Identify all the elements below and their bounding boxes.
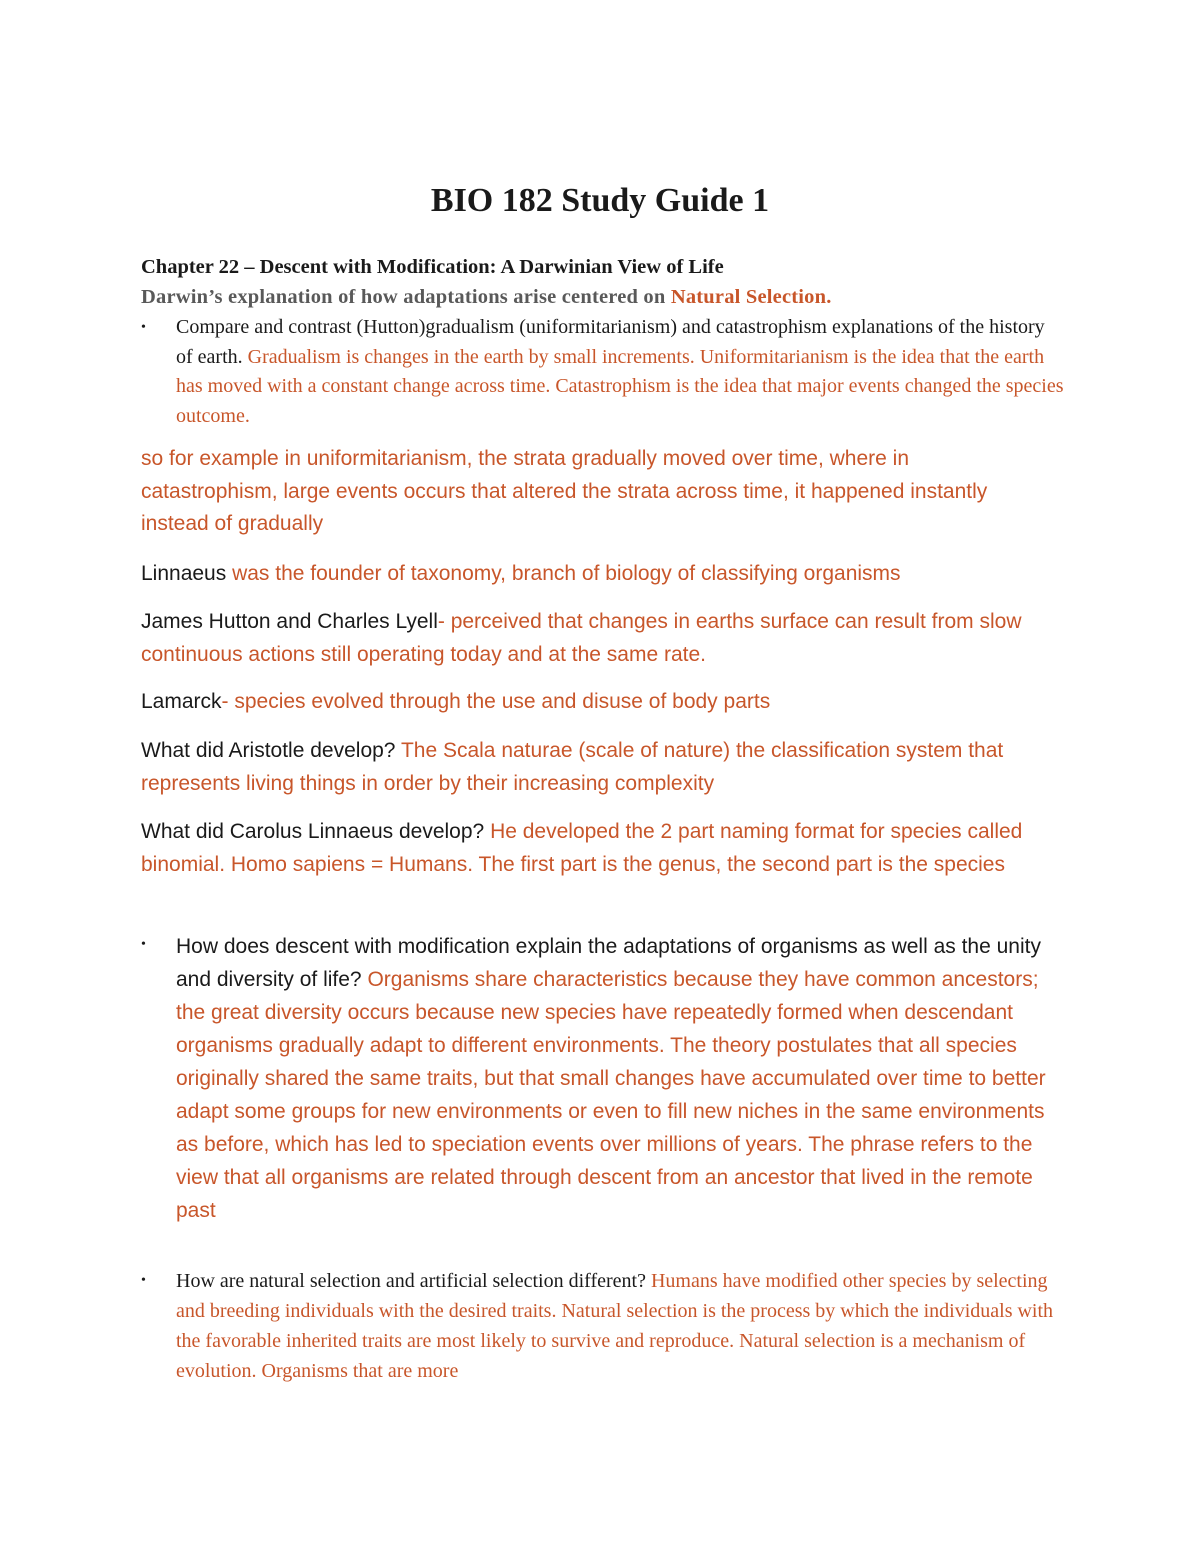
bullet-selection-text <box>176 1266 1066 1386</box>
bullet-descent-answer: Organisms share characteristics because they have common ancestors; the great diversity occurs because new species have repeatedly formed when descendant organisms gradually adapt to different environments. The theory postulates that all species originally shared the same traits, but that small changes have accumulated over time to better adapt some groups for new environments or even to fill new niches in the same environments as before, which has led to speciation events over millions of years. The phrase refers to the view that all organisms are related through descent from an ancestor that lived in the remote past <box>176 968 1046 1222</box>
linnaeus-text: was the founder of taxonomy, branch of biology of classifying organisms <box>226 562 901 585</box>
strata-paragraph: so for example in uniformitarianism, the strata gradually moved over time, where in catastrophism, large events occurs that altered the strata across time, it happened instantly instead of gradually <box>141 447 988 535</box>
carolus-question: What did Carolus Linnaeus develop? <box>141 820 491 843</box>
bullet-selection-question: How are natural selection and artificial selection different? <box>176 1270 651 1292</box>
lamarck-text: - species evolved through the use and disuse of body parts <box>221 690 771 713</box>
bullet-marker: • <box>141 937 146 952</box>
aristotle-paragraph <box>141 735 1051 800</box>
hutton-lyell-text: - perceived that changes in earths surface can result from slow continuous actions still operating today and at the same rate. <box>141 610 1022 666</box>
bullet-gradualism-answer: Gradualism is changes in the earth by small increments. Uniformitarianism is the idea that the earth has moved with a constant change across time. Catastrophism is the idea that major events changed the species outcome. <box>176 345 1064 427</box>
hutton-lyell-paragraph <box>141 606 1051 671</box>
lamarck-paragraph <box>141 686 1051 719</box>
aristotle-answer: The Scala naturae (scale of nature) the classification system that represents living things in order by their increasing complexity <box>141 739 1004 795</box>
bullet-marker: • <box>141 320 146 335</box>
aristotle-question: What did Aristotle develop? <box>141 739 401 762</box>
linnaeus-name: Linnaeus <box>141 562 227 585</box>
chapter-heading: Chapter 22 – Descent with Modification: A Darwinian View of Life <box>141 256 724 278</box>
bullet-gradualism-question: Compare and contrast (Hutton)gradualism (uniformitarianism) and catastrophism explanations of the history of earth. <box>176 316 1045 368</box>
linnaeus-paragraph <box>141 558 1051 591</box>
page-title: BIO 182 Study Guide 1 <box>430 182 770 219</box>
bullet-gradualism-text <box>176 313 1066 431</box>
darwin-intro-text: Darwin’s explanation of how adaptations arise centered on <box>141 286 671 308</box>
darwin-intro <box>141 286 832 309</box>
bullet-marker: • <box>141 1273 146 1288</box>
bullet-descent-question: How does descent with modification explain the adaptations of organisms as well as the unity and diversity of life? <box>176 935 1041 991</box>
carolus-answer: He developed the 2 part naming format for species called binomial. Homo sapiens = Humans. The first part is the genus, the second part is the species <box>141 820 1023 876</box>
darwin-intro-highlight: Natural Selection. <box>670 286 832 308</box>
bullet-selection-answer: Humans have modified other species by selecting and breeding individuals with the desired traits. Natural selection is the process by which the individuals with the favorable inherited traits are most likely to survive and reproduce. Natural selection is a mechanism of evolution. Organisms that are more <box>176 1270 1054 1382</box>
carolus-paragraph <box>141 816 1051 881</box>
hutton-lyell-name: James Hutton and Charles Lyell <box>141 610 438 633</box>
lamarck-name: Lamarck <box>141 690 222 713</box>
bullet-descent-text <box>176 930 1066 1227</box>
